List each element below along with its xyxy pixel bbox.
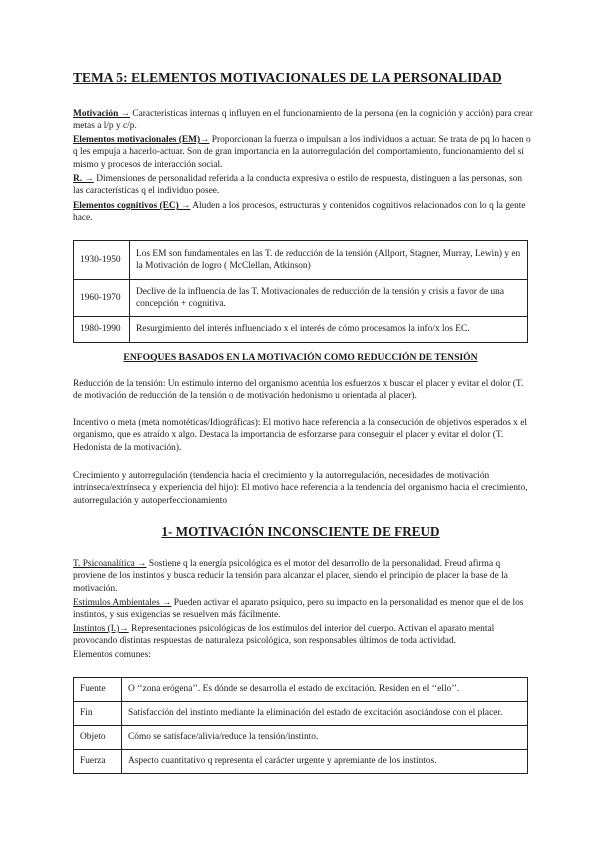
enfoque-incentivo-meta: Incentivo o meta (meta nomotéticas/Idiográficas): El motivo hace referencia a la consecución de objetivos esperados x el organismo, que es atraído x algo. Destaca la importancia de esforzarse para conseguir el placer y evitar el dolor (T. Hedonista de la motivación).: [73, 418, 527, 453]
freud-text: Representaciones psicológicas de los estímulos del interior del cuerpo. Activan el aparato mental provocando distintas respuestas de naturaleza psicológica, son responsables últimos de toda actividad.: [73, 624, 495, 647]
table-row: [74, 317, 528, 343]
element-description: O ‘‘zona erógena’’. Es dónde se desarrolla el estado de excitación. Residen en el ‘‘ello’’.: [122, 678, 528, 702]
element-description: Satisfacción del instinto mediante la eliminación del estado de excitación asociándose con el placer.: [122, 702, 528, 726]
timeline-period: 1980-1990: [74, 317, 130, 343]
timeline-description: Declive de la influencia de las T. Motivacionales de reducción de la tensión y crisis a favor de una concepción + cognitiva.: [130, 280, 528, 317]
element-name: Fuente: [74, 678, 122, 702]
enfoque-reduccion-tension: Reducción de la tensión: Un estímulo interno del organismo acentúa los esfuerzos x buscar el placer y evitar el dolor (T. de motivación de reducción de la tensión o de motivación hedonismo u orientada al placer).: [73, 379, 524, 402]
element-description: Aspecto cuantitativo q representa el carácter urgente y apremiante de los instintos.: [122, 750, 528, 774]
freud-term: T. Psicoanalítica →: [73, 559, 147, 569]
table-row: [74, 702, 528, 726]
section-heading-freud: 1- MOTIVACIÓN INCONSCIENTE DE FREUD: [161, 524, 440, 539]
definition-term: Elementos cognitivos (EC) →: [73, 201, 191, 211]
definition-elementos-motivacionales: [73, 134, 533, 171]
definition-elementos-cognitivos: [73, 200, 533, 225]
table-row: [74, 241, 528, 280]
definition-term: Motivación →: [73, 109, 131, 119]
table-row: [74, 750, 528, 774]
freud-estimulos-ambientales: [73, 597, 533, 622]
table-row: [74, 678, 528, 702]
timeline-description: Resurgimiento del interés influenciado x el interés de cómo procesamos la info/x los EC.: [130, 317, 528, 343]
timeline-period: 1930-1950: [74, 241, 130, 280]
definition-term: Elementos motivacionales (EM)→: [73, 135, 210, 145]
enfoque-crecimiento: Crecimiento y autorregulación (tendencia hacia el crecimiento y la autorregulación, necesidades de motivación intrínseca/extrínseca y experiencia del hijo): El motivo hace referencia a la tendencia del organismo hacia el crecimiento, autorregulación y autoperfeccionamiento: [73, 471, 528, 506]
element-name: Fin: [74, 702, 122, 726]
elements-intro: Elementos comunes:: [73, 650, 151, 660]
definition-motivacion: [73, 108, 533, 133]
timeline-table: [73, 240, 528, 343]
page-title: TEMA 5: ELEMENTOS MOTIVACIONALES DE LA PERSONALIDAD: [73, 70, 502, 85]
element-name: Fuerza: [74, 750, 122, 774]
element-description: Cómo se satisface/alivia/reduce la tensión/instinto.: [122, 726, 528, 750]
section-heading-enfoques: ENFOQUES BASADOS EN LA MOTIVACIÓN COMO REDUCCIÓN DE TENSIÓN: [123, 352, 478, 363]
definition-term: R. →: [73, 174, 94, 184]
freud-psicoanalitica: [73, 558, 533, 595]
elements-table: [73, 677, 528, 774]
definition-r: [73, 173, 533, 198]
freud-instintos: [73, 623, 533, 648]
table-row: [74, 280, 528, 317]
freud-term: Instintos (I.)→: [73, 624, 129, 634]
timeline-description: Los EM son fundamentales en las T. de reducción de la tensión (Allport, Stagner, Murray, Lewin) y en la Motivación de logro ( McClellan, Atkinson): [130, 241, 528, 280]
definition-text: Dimensiones de personalidad referida a la conducta expresiva o estilo de respuesta, distinguen a las personas, son las características q el individuo posee.: [73, 174, 523, 197]
timeline-period: 1960-1970: [74, 280, 130, 317]
element-name: Objeto: [74, 726, 122, 750]
freud-text: Pueden activar el aparato psíquico, pero su impacto en la personalidad es menor que el de los instintos, y sus exigencias se resuelven más fácilmente.: [73, 598, 524, 621]
definition-text: Proporcionan la fuerza o impulsan a los individuos a actuar. Se trata de pq lo hacen o q les empuja a hacerlo-actuar. Son de gran importancia en la autorregulación del comportamiento, funcionamiento del sí mismo y procesos de interacción social.: [73, 135, 531, 170]
table-row: [74, 726, 528, 750]
freud-text: Sostiene q la energía psicológica es el motor del desarrollo de la personalidad. Freud afirma q proviene de los instintos y busca reducir la tensión para alcanzar el placer, siendo el principio de placer la base de la motivación.: [73, 559, 508, 594]
freud-term: Estímulos Ambientales →: [73, 598, 172, 608]
definition-text: Características internas q influyen en el funcionamiento de la persona (en la cognición y acción) para crear metas a l/p y c/p.: [73, 109, 533, 132]
definition-text: Aluden a los procesos, estructuras y contenidos cognitivos relacionados con lo q la gente hace.: [73, 201, 526, 224]
